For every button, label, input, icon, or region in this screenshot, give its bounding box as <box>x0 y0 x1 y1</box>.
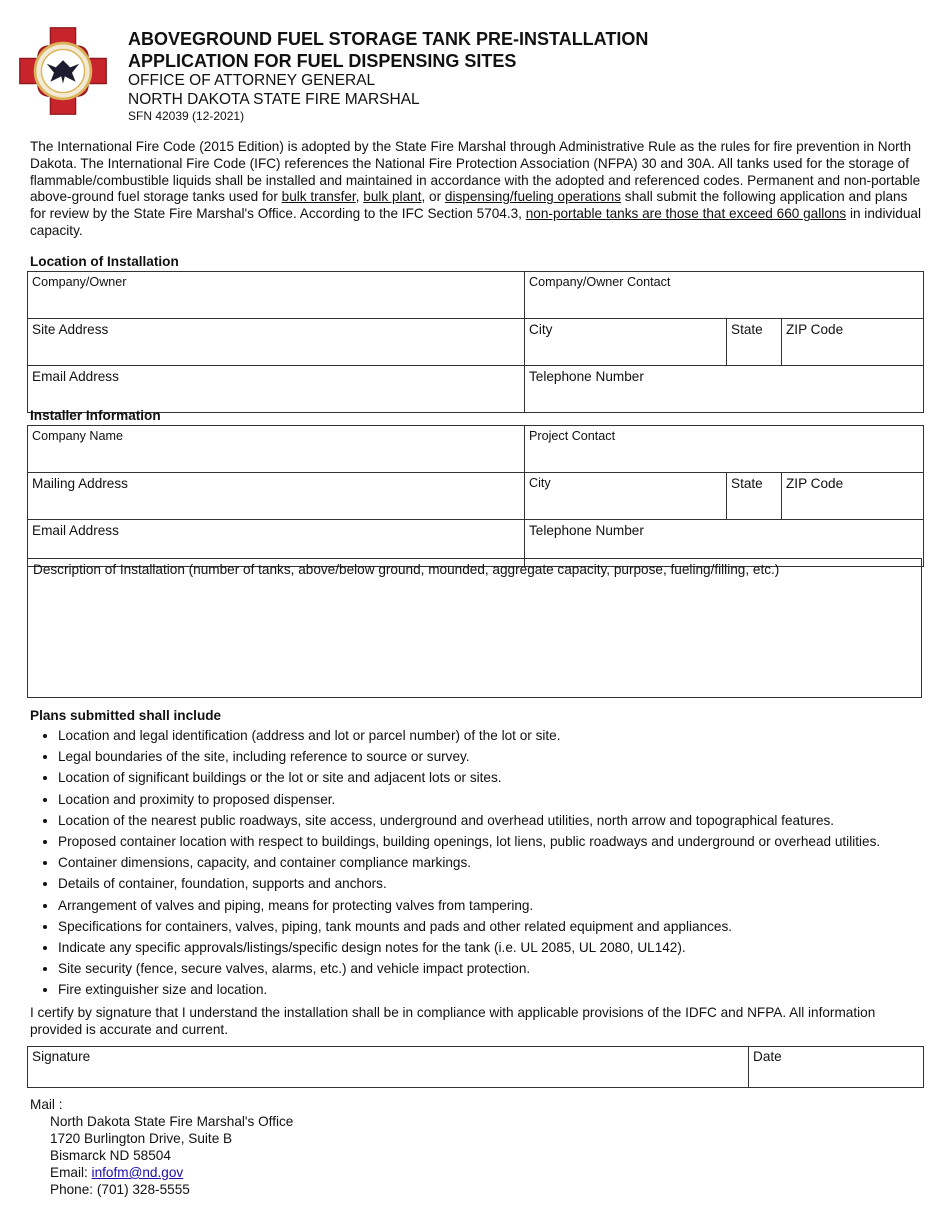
installer-heading: Installer Information <box>30 408 161 423</box>
office-name: OFFICE OF ATTORNEY GENERAL <box>128 72 376 89</box>
site-address-input[interactable] <box>32 339 520 355</box>
company-owner-contact-field[interactable]: Company/Owner Contact <box>525 272 924 319</box>
mail-address-block <box>30 1096 293 1198</box>
installer-zip-input[interactable] <box>786 493 919 509</box>
mail-street: 1720 Burlington Drive, Suite B <box>50 1131 233 1146</box>
list-item: • Indicate any specific approvals/listings/specific design notes for the tank (i.e. UL 2085, UL 2080, UL142). <box>58 937 922 958</box>
signature-table <box>27 1046 924 1088</box>
intro-paragraph: The International Fire Code (2015 Edition) is adopted by the State Fire Marshal through Administrative Rule as the rules for fire prevention in North Dakota. The International Fire Code (IFC) references the National Fire Protection Association (NFPA) 30 and 30A. All tanks used for the storage of flammable/combustible liquids shall be installed and maintained in accordance with the adopted and referenced codes. Permanent and non-portable above-ground fuel storage tanks used for bulk transfer, bulk plant, or dispensing/fueling operations shall submit the following application and plans for review by the State Fire Marshal's Office. According to the IFC Section 5704.3, non-portable tanks are those that exceed 660 gallons in individual capacity. <box>30 139 921 238</box>
installer-telephone-field[interactable]: Telephone Number <box>525 520 924 567</box>
title-line-2: APPLICATION FOR FUEL DISPENSING SITES <box>128 51 517 71</box>
installer-zip-field[interactable]: ZIP Code <box>782 473 924 520</box>
list-item: • Location of significant buildings or the lot or site and adjacent lots or sites. <box>58 767 922 788</box>
list-item: • Site security (fence, secure valves, alarms, etc.) and vehicle impact protection. <box>58 958 922 979</box>
list-item: • Legal boundaries of the site, including reference to source or survey. <box>58 746 922 767</box>
list-item: • Container dimensions, capacity, and container compliance markings. <box>58 852 922 873</box>
company-owner-contact-input[interactable] <box>529 291 919 307</box>
list-item: • Specifications for containers, valves, piping, tank mounts and pads and other related equipment and appliances. <box>58 916 922 937</box>
plans-heading: Plans submitted shall include <box>30 708 222 723</box>
mailing-address-field[interactable]: Mailing Address <box>28 473 525 520</box>
location-table <box>27 271 924 413</box>
title-line-1: ABOVEGROUND FUEL STORAGE TANK PRE-INSTALLATION <box>128 29 649 49</box>
mail-phone: Phone: (701) 328-5555 <box>50 1182 190 1197</box>
agency-name: NORTH DAKOTA STATE FIRE MARSHAL <box>128 91 420 108</box>
mail-city: Bismarck ND 58504 <box>50 1148 171 1163</box>
site-email-input[interactable] <box>32 386 520 402</box>
installer-city-input[interactable] <box>529 492 722 508</box>
installer-table <box>27 425 924 567</box>
date-field[interactable]: Date <box>749 1047 924 1088</box>
site-city-input[interactable] <box>529 339 722 355</box>
installer-state-input[interactable] <box>731 493 777 509</box>
installer-email-field[interactable]: Email Address <box>28 520 525 567</box>
list-item: • Location and proximity to proposed dispenser. <box>58 789 922 810</box>
list-item: • Fire extinguisher size and location. <box>58 979 922 1000</box>
signature-field[interactable]: Signature <box>28 1047 749 1088</box>
location-heading: Location of Installation <box>30 254 179 269</box>
installer-telephone-input[interactable] <box>529 540 919 556</box>
project-contact-field[interactable]: Project Contact <box>525 426 924 473</box>
site-telephone-field[interactable]: Telephone Number <box>525 366 924 413</box>
list-item: • Proposed container location with respect to buildings, building openings, lot liens, public roadways and underground or overhead utilities. <box>58 831 922 852</box>
installer-city-field[interactable]: City <box>525 473 727 520</box>
company-owner-input[interactable] <box>32 291 520 307</box>
installer-company-input[interactable] <box>32 445 520 461</box>
site-zip-field[interactable]: ZIP Code <box>782 319 924 366</box>
site-city-field[interactable]: City <box>525 319 727 366</box>
description-box[interactable] <box>27 558 922 698</box>
link-dispensing-operations: dispensing/fueling operations <box>444 189 621 205</box>
non-portable-definition: non-portable tanks are those that exceed 660 gallons <box>525 206 847 222</box>
plans-list <box>30 725 922 1001</box>
email-link[interactable]: infofm@nd.gov <box>91 1165 184 1180</box>
description-label: Description of Installation (number of tanks, above/below ground, mounded, aggregate capacity, purpose, fueling/filling, etc.) <box>33 562 780 577</box>
site-zip-input[interactable] <box>786 339 919 355</box>
plans-section <box>30 708 922 1001</box>
list-item: • Location and legal identification (address and lot or parcel number) of the lot or site. <box>58 725 922 746</box>
company-owner-field[interactable]: Company/Owner <box>28 272 525 319</box>
mail-email-line: Email: infofm@nd.gov <box>50 1165 184 1180</box>
site-address-field[interactable]: Site Address <box>28 319 525 366</box>
form-title <box>128 28 648 72</box>
site-state-input[interactable] <box>731 339 777 355</box>
site-telephone-input[interactable] <box>529 386 919 402</box>
site-state-field[interactable]: State <box>727 319 782 366</box>
mailing-address-input[interactable] <box>32 493 520 509</box>
link-bulk-plant: bulk plant <box>363 189 422 205</box>
certification-text: I certify by signature that I understand the installation shall be in compliance with applicable provisions of the IDFC and NFPA. All information provided is accurate and current. <box>30 1005 876 1037</box>
link-bulk-transfer: bulk transfer <box>281 189 356 205</box>
description-textarea[interactable] <box>32 581 916 695</box>
list-item: • Details of container, foundation, supports and anchors. <box>58 873 922 894</box>
project-contact-input[interactable] <box>529 445 919 461</box>
signature-input[interactable] <box>32 1066 744 1082</box>
installer-state-field[interactable]: State <box>727 473 782 520</box>
site-email-field[interactable]: Email Address <box>28 366 525 413</box>
fire-marshal-seal-icon <box>18 26 108 116</box>
mail-label: Mail : <box>30 1097 63 1112</box>
list-item: • Location of the nearest public roadways, site access, underground and overhead utilities, north arrow and topographical features. <box>58 810 922 831</box>
form-number: SFN 42039 (12-2021) <box>128 109 245 123</box>
installer-email-input[interactable] <box>32 540 520 556</box>
list-item: • Arrangement of valves and piping, means for protecting valves from tampering. <box>58 895 922 916</box>
installer-company-field[interactable]: Company Name <box>28 426 525 473</box>
mail-office: North Dakota State Fire Marshal's Office <box>50 1114 294 1129</box>
date-input[interactable] <box>753 1066 919 1082</box>
